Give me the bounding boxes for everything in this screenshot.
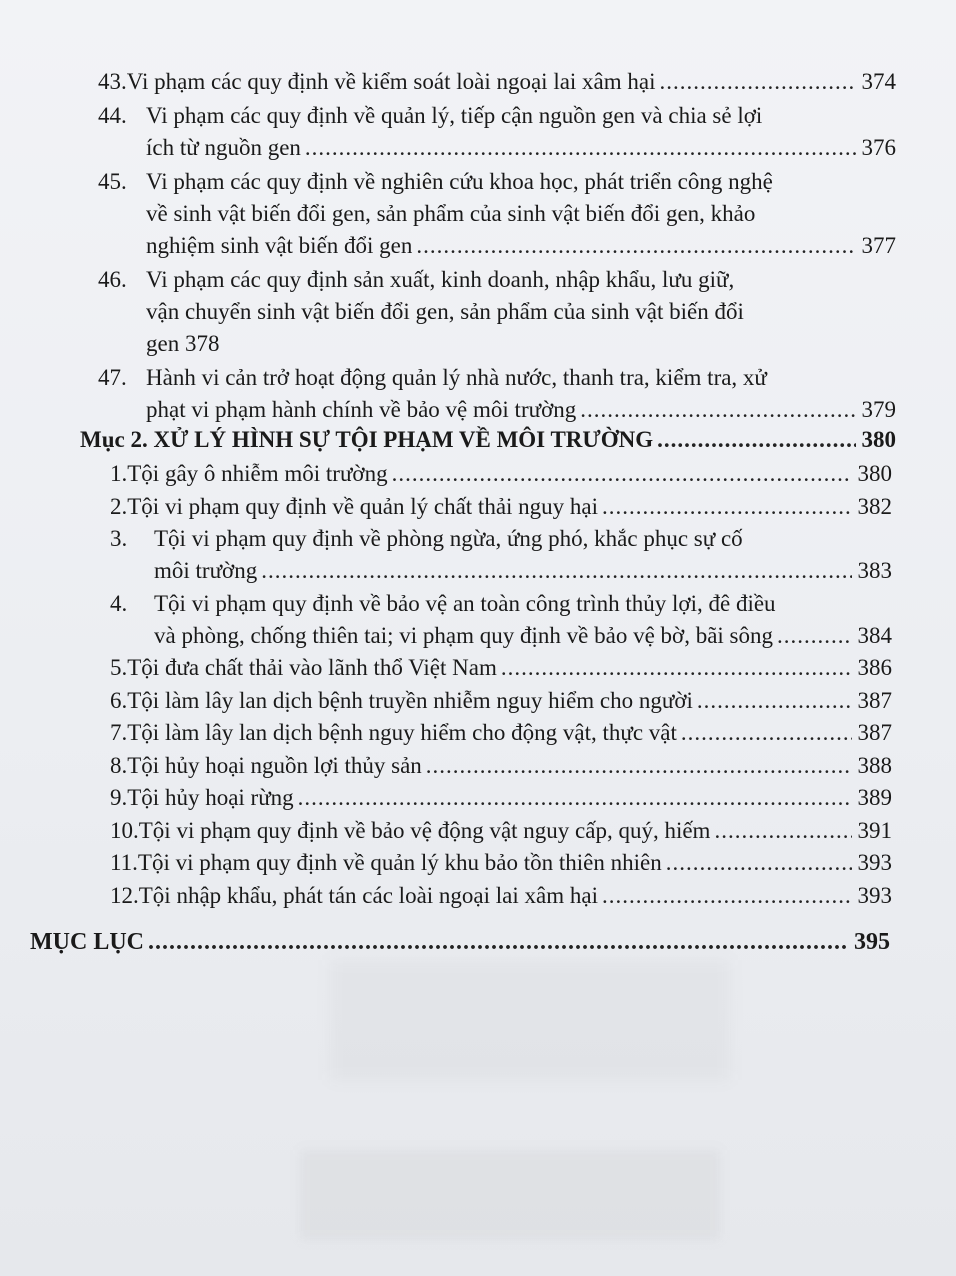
entry-number: 3. — [110, 526, 128, 551]
entry-title: Tội đưa chất thải vào lãnh thổ Việt Nam — [127, 655, 497, 680]
toc-entry-line — [110, 815, 892, 847]
toc-entry-line — [98, 264, 896, 296]
toc-entry-line — [110, 491, 892, 523]
entry-page-number: 386 — [857, 655, 892, 680]
entry-number: 43. — [98, 69, 127, 94]
toc-entry-line — [110, 782, 892, 814]
entry-page-number: 387 — [857, 720, 892, 745]
entry-page-number: 389 — [857, 785, 892, 810]
entry-title: ích từ nguồn gen — [146, 135, 301, 160]
toc-entry-line — [98, 166, 896, 198]
toc-entry-line — [98, 362, 896, 394]
leader-dots — [392, 458, 852, 490]
entry-title: Tội gây ô nhiễm môi trường — [127, 461, 388, 486]
toc-entry-line — [146, 132, 896, 164]
leader-dots — [148, 926, 848, 958]
entry-number: 10. — [110, 817, 139, 843]
entry-page-number: 391 — [857, 817, 892, 843]
entry-number: 46. — [98, 267, 127, 292]
entry-title: về sinh vật biến đổi gen, sản phẩm của sinh vật biến đổi gen, khảo — [146, 201, 756, 226]
leader-dots — [602, 491, 851, 523]
entry-number: 7. — [110, 720, 128, 745]
entry-title: Tội vi phạm quy định về phòng ngừa, ứng phó, khắc phục sự cố — [154, 526, 743, 551]
leader-dots — [261, 555, 851, 587]
toc-entry-line — [110, 717, 892, 749]
leader-dots — [777, 620, 851, 652]
leader-dots — [305, 132, 856, 164]
entry-page-number: 382 — [857, 493, 892, 519]
entry-title: Tội nhập khẩu, phát tán các loài ngoại lai xâm hại — [138, 882, 598, 908]
leader-dots — [657, 424, 855, 456]
toc-entry-line — [110, 523, 892, 555]
toc-entry-line — [146, 230, 896, 262]
leader-dots — [602, 880, 852, 912]
leader-dots — [714, 815, 851, 847]
section-page-number: 380 — [861, 427, 896, 452]
toc-entry-line — [146, 328, 896, 360]
entry-page-number: 376 — [861, 135, 896, 160]
leader-dots — [681, 717, 852, 749]
section-title: Mục 2. XỬ LÝ HÌNH SỰ TỘI PHẠM VỀ MÔI TRƯỜNG — [80, 427, 654, 452]
entry-title: môi trường — [154, 558, 258, 583]
toc-entry-line — [154, 620, 892, 652]
entry-title: Tội vi phạm quy định về quản lý khu bảo tồn thiên nhiên — [137, 850, 662, 875]
index-heading — [30, 926, 890, 958]
entry-title: Vi phạm các quy định sản xuất, kinh doanh, nhập khẩu, lưu giữ, — [146, 267, 735, 292]
entry-page-number: 387 — [857, 687, 892, 713]
toc-entry-line — [110, 880, 892, 912]
entry-title: Tội vi phạm quy định về quản lý chất thải nguy hại — [127, 493, 599, 519]
entry-title: vận chuyển sinh vật biến đổi gen, sản phẩm của sinh vật biến đổi — [146, 299, 744, 324]
entry-number: 5. — [110, 655, 128, 680]
entry-number: 6. — [110, 687, 128, 713]
entry-title: phạt vi phạm hành chính về bảo vệ môi trường — [146, 397, 577, 422]
section-heading — [80, 424, 896, 456]
entry-title: Vi phạm các quy định về quản lý, tiếp cận nguồn gen và chia sẻ lợi — [146, 103, 763, 128]
leader-dots — [426, 750, 852, 782]
entry-number: 47. — [98, 365, 127, 390]
leader-dots — [697, 685, 852, 717]
entry-page-number: 374 — [861, 69, 896, 94]
entry-title: Tội làm lây lan dịch bệnh truyền nhiễm nguy hiểm cho người — [127, 687, 693, 713]
show-through-blur — [300, 1150, 720, 1240]
entry-title: Tội vi phạm quy định về bảo vệ động vật nguy cấp, quý, hiếm — [138, 817, 711, 843]
show-through-blur-2 — [330, 960, 730, 1080]
entry-title: Vi phạm các quy định về nghiên cứu khoa học, phát triển công nghệ — [146, 169, 773, 194]
entry-number: 1. — [110, 461, 128, 486]
leader-dots — [416, 230, 855, 262]
leader-dots — [580, 394, 855, 426]
entry-page-number: 393 — [857, 850, 892, 875]
entry-page-number: 393 — [857, 882, 892, 908]
entry-page-number: 384 — [857, 622, 892, 648]
entry-title: Tội làm lây lan dịch bệnh nguy hiểm cho động vật, thực vật — [127, 720, 677, 745]
entry-page-number: 383 — [857, 558, 892, 583]
index-page-number: 395 — [854, 929, 890, 955]
leader-dots — [660, 66, 856, 98]
entry-title: Hành vi cản trở hoạt động quản lý nhà nước, thanh tra, kiểm tra, xử — [146, 365, 767, 390]
entry-number: 4. — [110, 590, 128, 616]
toc-entry-line — [146, 198, 896, 230]
entry-title: và phòng, chống thiên tai; vi phạm quy định về bảo vệ bờ, bãi sông — [154, 622, 774, 648]
entry-number: 8. — [110, 752, 128, 778]
toc-entry-line — [98, 66, 896, 98]
index-title: MỤC LỤC — [30, 929, 144, 955]
entry-page-number: 377 — [861, 233, 896, 258]
entry-title: Tội hủy hoại nguồn lợi thủy sản — [127, 752, 422, 778]
toc-entry-line — [154, 555, 892, 587]
toc-entry-line — [110, 685, 892, 717]
toc-entry-line — [146, 394, 896, 426]
entry-title: Tội hủy hoại rừng — [127, 785, 294, 810]
entry-number: 2. — [110, 493, 128, 519]
entry-number: 44. — [98, 103, 127, 128]
leader-dots — [298, 782, 852, 814]
entry-number: 45. — [98, 169, 127, 194]
entry-title: nghiệm sinh vật biến đổi gen — [146, 233, 413, 258]
entry-page-number: 380 — [857, 461, 892, 486]
entry-number: 11. — [110, 850, 138, 875]
leader-dots — [666, 847, 852, 879]
toc-entry-line — [110, 652, 892, 684]
entry-title: Tội vi phạm quy định về bảo vệ an toàn công trình thủy lợi, đê điều — [154, 590, 776, 616]
leader-dots — [501, 652, 852, 684]
toc-entry-line — [110, 458, 892, 490]
entry-page-number: 379 — [861, 397, 896, 422]
toc-entry-line — [146, 296, 896, 328]
toc-entry-line — [110, 847, 892, 879]
toc-entry-line — [110, 750, 892, 782]
entry-title: gen 378 — [146, 331, 220, 356]
toc-entry-line — [110, 588, 892, 620]
entry-title: Vi phạm các quy định về kiểm soát loài ngoại lai xâm hại — [126, 69, 656, 94]
entry-number: 9. — [110, 785, 128, 810]
toc-entry-line — [98, 100, 896, 132]
entry-number: 12. — [110, 882, 139, 908]
entry-page-number: 388 — [857, 752, 892, 778]
